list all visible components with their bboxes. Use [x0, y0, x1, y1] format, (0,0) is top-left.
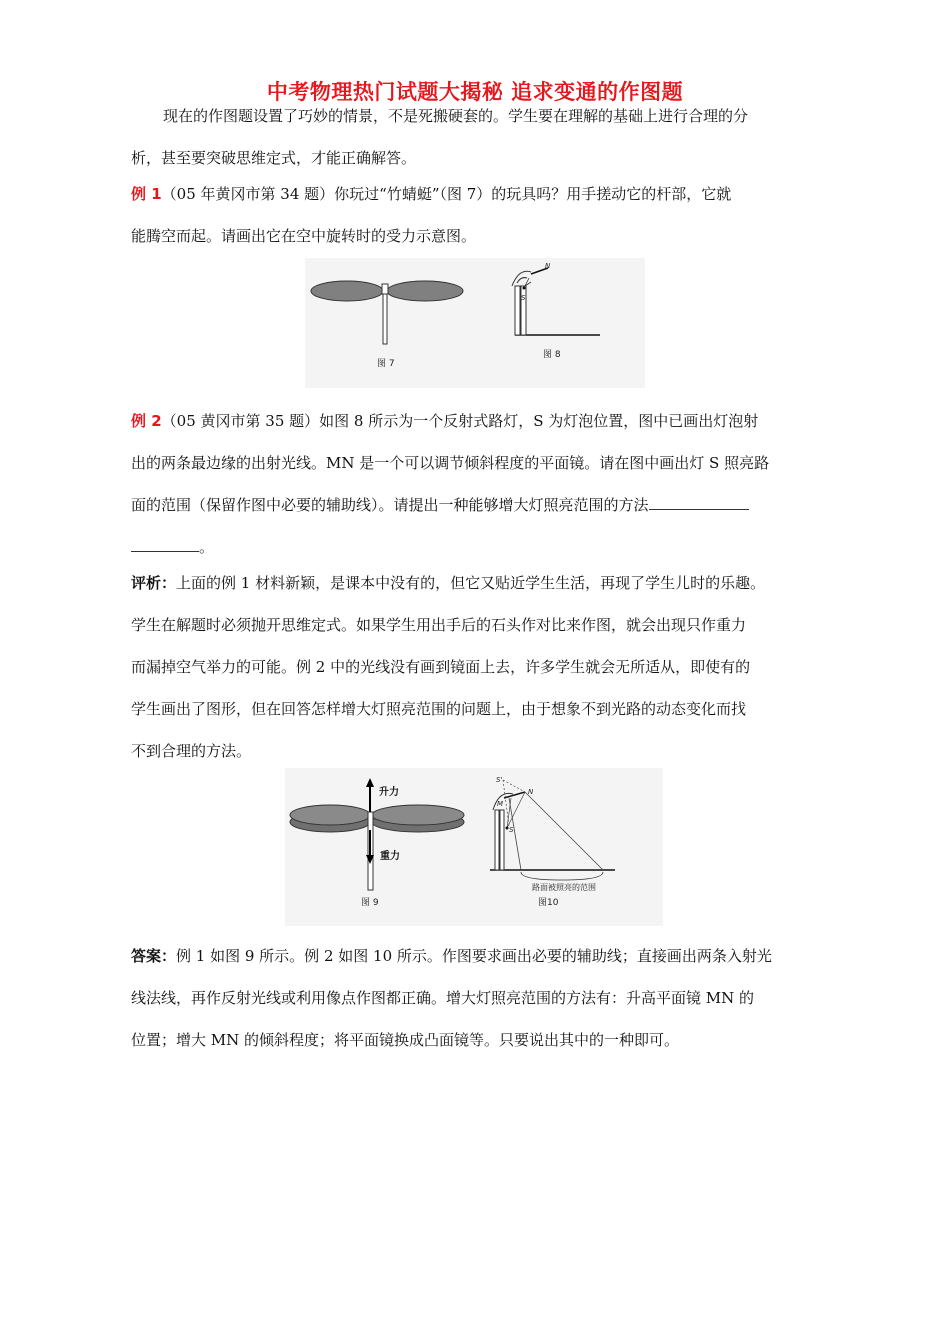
intro-line-1: 现在的作图题设置了巧妙的情景，不是死搬硬套的。学生要在理解的基础上进行合理的分 [163, 107, 749, 125]
analysis-paragraph [131, 562, 821, 772]
figure-10-caption: 图10 [538, 898, 559, 908]
bamboo-dragonfly-figure [311, 281, 463, 344]
answer-label: 答案： [131, 947, 177, 965]
example-1-line-1: （05 年黄冈市第 34 题）你玩过“竹蜻蜓”（图 7）的玩具吗？用手搓动它的杆部，它就 [161, 185, 732, 203]
figures-7-8-panel [305, 258, 645, 388]
figure-10-label-s: S [509, 826, 514, 834]
analysis-line-2: 学生在解题时必须抛开思维定式。如果学生用出手后的石头作对比来作图，就会出现只作重力 [131, 616, 747, 634]
example-1-label: 例 1 [131, 185, 162, 203]
figures-9-10-drawing [285, 768, 663, 926]
page-title: 中考物理热门试题大揭秘 追求变通的作图题 [266, 80, 684, 104]
bamboo-dragonfly-forces-figure [290, 778, 464, 890]
answer-blank-1[interactable] [649, 495, 749, 510]
figure-10-range-label: 路面被照亮的范围 [532, 883, 596, 892]
figure-9-caption: 图 9 [361, 898, 379, 908]
figure-10-label-m: M [497, 800, 504, 808]
answer-line-1: 例 1 如图 9 所示。例 2 如图 10 所示。作图要求画出必要的辅助线；直接画出两条入射光 [176, 947, 772, 965]
figure-10-label-n: N [528, 788, 534, 796]
analysis-line-3: 而漏掉空气举力的可能。例 2 中的光线没有画到镜面上去，许多学生就会无所适从，即使有的 [131, 658, 751, 676]
figures-9-10-panel [285, 768, 663, 926]
analysis-label: 评析： [131, 574, 177, 592]
example-1-paragraph [131, 173, 821, 257]
answer-line-3: 位置；增大 MN 的倾斜程度；将平面镜换成凸面镜等。只要说出其中的一种即可。 [131, 1031, 680, 1049]
figure-10-label-s-prime: S' [496, 776, 503, 784]
example-2-label: 例 2 [131, 412, 162, 430]
answer-line-2: 线法线，再作反射光线或利用像点作图都正确。增大灯照亮范围的方法有：升高平面镜 MN 的 [131, 989, 755, 1007]
figure-8-label-n: N [545, 262, 551, 270]
analysis-line-4: 学生画出了图形，但在回答怎样增大灯照亮范围的问题上，由于想象不到光路的动态变化而找 [131, 700, 747, 718]
analysis-line-1: 上面的例 1 材料新颖，是课本中没有的，但它又贴近学生生活，再现了学生儿时的乐趣。 [176, 574, 766, 592]
example-2-paragraph [131, 400, 821, 568]
example-2-line-1: （05 黄冈市第 35 题）如图 8 所示为一个反射式路灯，S 为灯泡位置，图中已画出灯泡射 [161, 412, 759, 430]
answer-blank-2[interactable] [131, 537, 199, 552]
figures-7-8-drawing [305, 258, 645, 388]
figure-9-gravity-label: 重力 [380, 851, 400, 862]
figure-8-label-s: S [521, 294, 526, 302]
example-2-line-3: 面的范围（保留作图中必要的辅助线）。请提出一种能够增大灯照亮范围的方法 [131, 496, 649, 514]
example-1-line-2: 能腾空而起。请画出它在空中旋转时的受力示意图。 [131, 227, 477, 245]
figure-9-lift-label: 升力 [379, 787, 399, 798]
figure-8-caption: 图 8 [543, 350, 561, 360]
analysis-line-5: 不到合理的方法。 [131, 742, 252, 760]
example-2-line-2: 出的两条最边缘的出射光线。MN 是一个可以调节倾斜程度的平面镜。请在图中画出灯 S 照亮路 [131, 454, 770, 472]
intro-paragraph [131, 95, 821, 179]
figure-7-caption: 图 7 [377, 359, 395, 369]
answer-paragraph [131, 935, 821, 1061]
intro-line-2: 析，甚至要突破思维定式，才能正确解答。 [131, 149, 417, 167]
example-2-line-4-end: 。 [199, 538, 215, 556]
